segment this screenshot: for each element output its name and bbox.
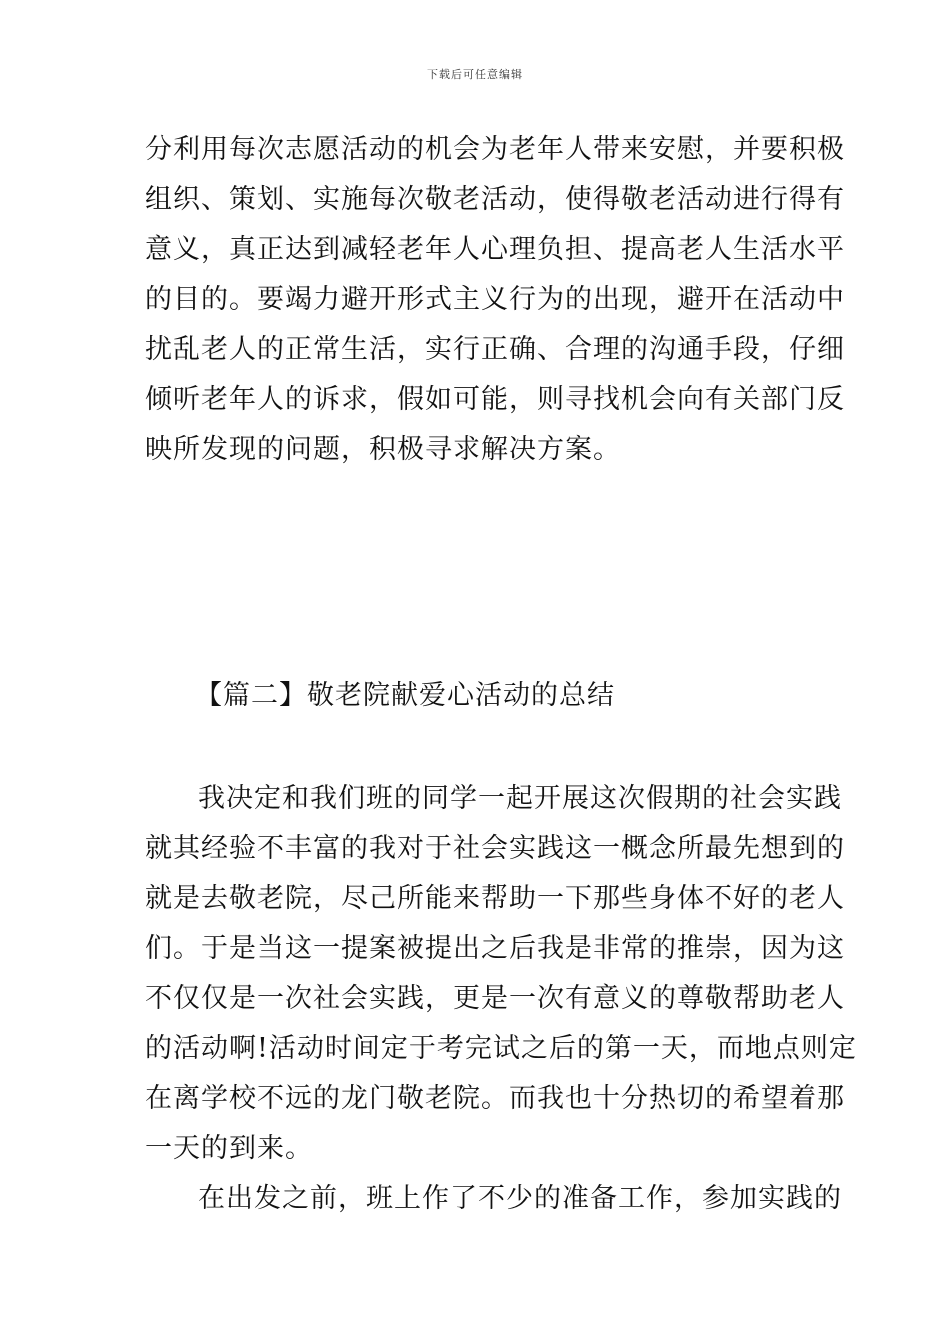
text-line: 一天的到来。 — [145, 1133, 313, 1164]
text-line: 我决定和我们班的同学一起开展这次假期的社会实践 — [198, 783, 842, 814]
text-line: 组织、策划、实施每次敬老活动，使得敬老活动进行得有 — [145, 184, 845, 215]
text-line: 们。于是当这一提案被提出之后我是非常的推崇，因为这 — [145, 933, 845, 964]
text-line: 就是去敬老院，尽己所能来帮助一下那些身体不好的老人 — [145, 883, 845, 914]
text-line: 的活动啊!活动时间定于考完试之后的第一天，而地点则定 — [145, 1033, 857, 1064]
text-line: 扰乱老人的正常生活，实行正确、合理的沟通手段，仔细 — [145, 334, 845, 365]
text-line: 就其经验不丰富的我对于社会实践这一概念所最先想到的 — [145, 833, 845, 864]
section-heading: 【篇二】敬老院献爱心活动的总结 — [195, 680, 615, 711]
text-line: 不仅仅是一次社会实践，更是一次有意义的尊敬帮助老人 — [145, 983, 845, 1014]
text-line: 的目的。要竭力避开形式主义行为的出现，避开在活动中 — [145, 284, 845, 315]
text-line: 意义，真正达到减轻老年人心理负担、提高老人生活水平 — [145, 234, 845, 265]
text-line: 分利用每次志愿活动的机会为老年人带来安慰，并要积极 — [145, 134, 845, 165]
page-header: 下载后可任意编辑 — [427, 68, 523, 81]
text-line: 在出发之前，班上作了不少的准备工作，参加实践的 — [198, 1183, 842, 1214]
text-line: 在离学校不远的龙门敬老院。而我也十分热切的希望着那 — [145, 1083, 845, 1114]
text-line: 映所发现的问题，积极寻求解决方案。 — [145, 434, 621, 465]
text-line: 倾听老年人的诉求，假如可能，则寻找机会向有关部门反 — [145, 384, 845, 415]
